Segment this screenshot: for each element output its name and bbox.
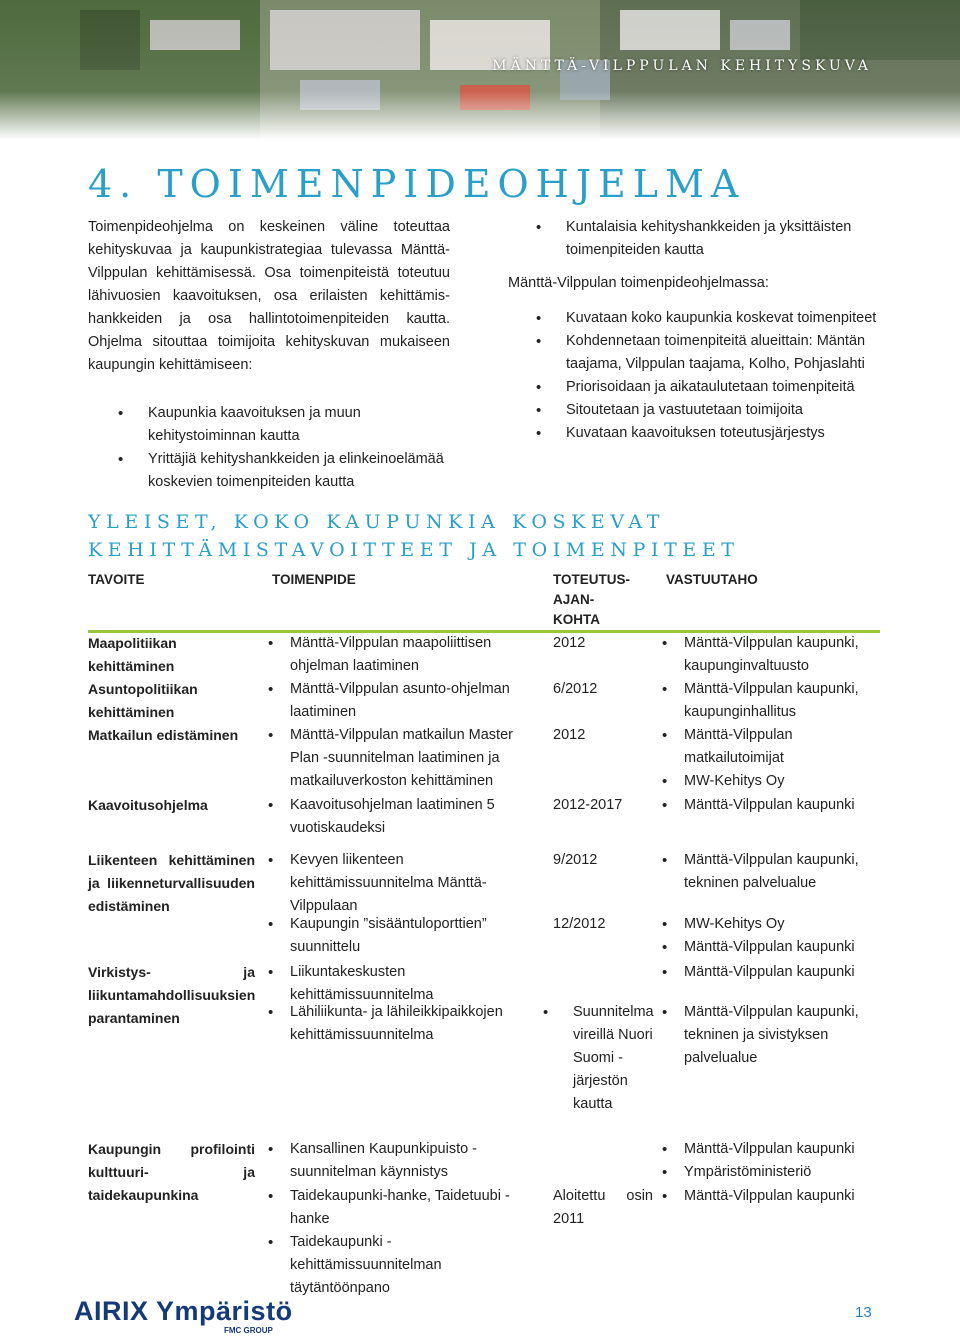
row-tavoite: Liikenteen kehittäminen ja liikenneturvallisuuden edistäminen (88, 852, 255, 914)
intro-column (88, 216, 450, 494)
list-item: • Mänttä-Vilppulan maapoliittisen ohjelman laatiminen (268, 632, 538, 678)
list-item: • Kevyen liikenteen kehittämissuunnitelma Mänttä-Vilppulaan (268, 849, 538, 918)
right-top-bullet-list (508, 216, 883, 262)
program-bullet-list (508, 307, 883, 445)
col-header-tavoite: TAVOITE (88, 572, 145, 587)
list-item: • Kuvataan koko kaupunkia koskevat toimenpiteet (508, 307, 883, 330)
list-item: • Priorisoidaan ja aikataulutetaan toimenpiteitä (508, 376, 883, 399)
row-toimenpide (268, 794, 538, 840)
row-aika: 2012 (553, 635, 586, 651)
col-header-toimenpide: TOIMENPIDE (272, 572, 356, 587)
intro-paragraph: Toimenpideohjelma on keskeinen väline toteuttaa kehityskuvaa ja kaupunkistrategiaa tulevassa Mänttä-Vilppulan kehittämisessä. Osa toimenpiteistä toteutuu lähivuosien kaavoituksen, osa erilaisten kehittämishankkeiden ja osa hallintotoimenpiteiden kautta. Ohjelma sitouttaa toimijoita kehityskuvan mukaiseen kaupungin kehittämiseen: (88, 219, 450, 373)
row-toimenpide (268, 724, 538, 793)
col-header-toteutusajankohta: TOTEUTUS-AJAN-KOHTA (553, 572, 630, 627)
header-aerial-photo (0, 0, 960, 140)
section-title: 4. TOIMENPIDEOHJELMA (88, 162, 746, 206)
row-aika (543, 1001, 653, 1116)
row-vastuu (662, 1001, 884, 1070)
list-item: • Kuntalaisia kehityshankkeiden ja yksittäisten toimenpiteiden kautta (508, 216, 883, 262)
program-lead: Mänttä-Vilppulan toimenpideohjelmassa: (508, 275, 769, 291)
row-vastuu (662, 724, 884, 793)
airix-logo (74, 1296, 293, 1335)
col-header-vastuutaho: VASTUUTAHO (666, 572, 758, 587)
list-item: • Liikuntakeskusten kehittämissuunnitelma (268, 961, 538, 1007)
row-aika: 12/2012 (553, 916, 606, 932)
list-item: • Kaupunkia kaavoituksen ja muun kehitystoiminnan kautta (118, 402, 450, 448)
list-item: • Mänttä-Vilppulan kaupunki, kaupunginhallitus (662, 678, 884, 724)
list-item: • Mänttä-Vilppulan kaupunki, kaupunginvaltuusto (662, 632, 884, 678)
list-item: • Mänttä-Vilppulan kaupunki (662, 961, 884, 984)
row-vastuu (662, 794, 884, 817)
row-toimenpide (268, 1185, 538, 1300)
row-tavoite: Virkistys- ja liikuntamahdollisuuksien parantaminen (88, 964, 256, 1026)
row-toimenpide (268, 678, 538, 724)
row-toimenpide (268, 913, 538, 959)
intro-bullet-list (88, 402, 450, 494)
subsection-title: YLEISET, KOKO KAUPUNKIA KOSKEVAT KEHITTÄMISTAVOITTEET JA TOIMENPITEET (88, 511, 740, 561)
row-toimenpide (268, 1138, 538, 1184)
list-item: • MW-Kehitys Oy (662, 913, 884, 936)
row-vastuu (662, 1185, 884, 1208)
list-item: • Mänttä-Vilppulan matkailun Master Plan -suunnitelman laatiminen ja matkailuverkoston kehittäminen (268, 724, 538, 793)
row-vastuu (662, 1138, 884, 1184)
list-item: • Mänttä-Vilppulan kaupunki (662, 936, 884, 959)
list-item: • Mänttä-Vilppulan matkailutoimijat (662, 724, 884, 770)
list-item: • Kohdennetaan toimenpiteitä alueittain: Mäntän taajama, Vilppulan taajama, Kolho, Pohjaslahti (508, 330, 883, 376)
row-tavoite: Maapolitiikan kehittäminen (88, 635, 177, 674)
right-column (508, 216, 883, 445)
list-item: • Mänttä-Vilppulan kaupunki (662, 1138, 884, 1161)
list-item: • Taidekaupunki-hanke, Taidetuubi -hanke (268, 1185, 538, 1231)
list-item: • Yrittäjiä kehityshankkeiden ja elinkeinoelämää koskevien toimenpiteiden kautta (118, 448, 450, 494)
row-vastuu (662, 849, 884, 895)
list-item: • Mänttä-Vilppulan kaupunki, tekninen palvelualue (662, 849, 884, 895)
row-vastuu (662, 678, 884, 724)
row-vastuu (662, 913, 884, 959)
row-vastuu (662, 632, 884, 678)
row-aika: Aloitettu osin 2011 (553, 1188, 653, 1227)
row-tavoite: Kaupungin profilointi kulttuuri- ja taidekaupunkina (88, 1141, 255, 1203)
list-item: • MW-Kehitys Oy (662, 770, 884, 793)
list-item: • Kuvataan kaavoituksen toteutusjärjestys (508, 422, 883, 445)
row-aika: 9/2012 (553, 852, 598, 868)
running-title: MÄNTTÄ-VILPPULAN KEHITYSKUVA (492, 58, 872, 74)
row-tavoite: Asuntopolitiikan kehittäminen (88, 681, 198, 720)
list-item: • Mänttä-Vilppulan kaupunki, tekninen ja sivistyksen palvelualue (662, 1001, 884, 1070)
logo-subtext: FMC GROUP (224, 1326, 273, 1335)
list-item: • Taidekaupunki -kehittämissuunnitelman täytäntöönpano (268, 1231, 538, 1300)
row-tavoite: Matkailun edistäminen (88, 727, 239, 743)
list-item: • Kaupungin ”sisääntuloporttien” suunnittelu (268, 913, 538, 959)
row-vastuu (662, 961, 884, 984)
row-aika: 6/2012 (553, 681, 598, 697)
row-toimenpide (268, 1001, 538, 1047)
list-item: • Kaavoitusohjelman laatiminen 5 vuotiskaudeksi (268, 794, 538, 840)
list-item: • Lähiliikunta- ja lähileikkipaikkojen kehittämissuunnitelma (268, 1001, 538, 1047)
list-item: • Mänttä-Vilppulan kaupunki (662, 1185, 884, 1208)
list-item: • Kansallinen Kaupunkipuisto -suunnitelman käynnistys (268, 1138, 538, 1184)
row-aika: 2012-2017 (553, 797, 623, 813)
row-tavoite: Kaavoitusohjelma (88, 797, 208, 813)
row-toimenpide (268, 849, 538, 918)
list-item: • Mänttä-Vilppulan asunto-ohjelman laatiminen (268, 678, 538, 724)
list-item: • Sitoutetaan ja vastuutetaan toimijoita (508, 399, 883, 422)
list-item: • Mänttä-Vilppulan kaupunki (662, 794, 884, 817)
row-toimenpide (268, 632, 538, 678)
logo-text: AIRIX Ympäristö (74, 1296, 293, 1326)
row-aika: 2012 (553, 727, 586, 743)
list-item: • Ympäristöministeriö (662, 1161, 884, 1184)
page-number: 13 (855, 1304, 872, 1321)
list-item: • Suunnitelma vireillä Nuori Suomi -järjestön kautta (543, 1001, 653, 1116)
